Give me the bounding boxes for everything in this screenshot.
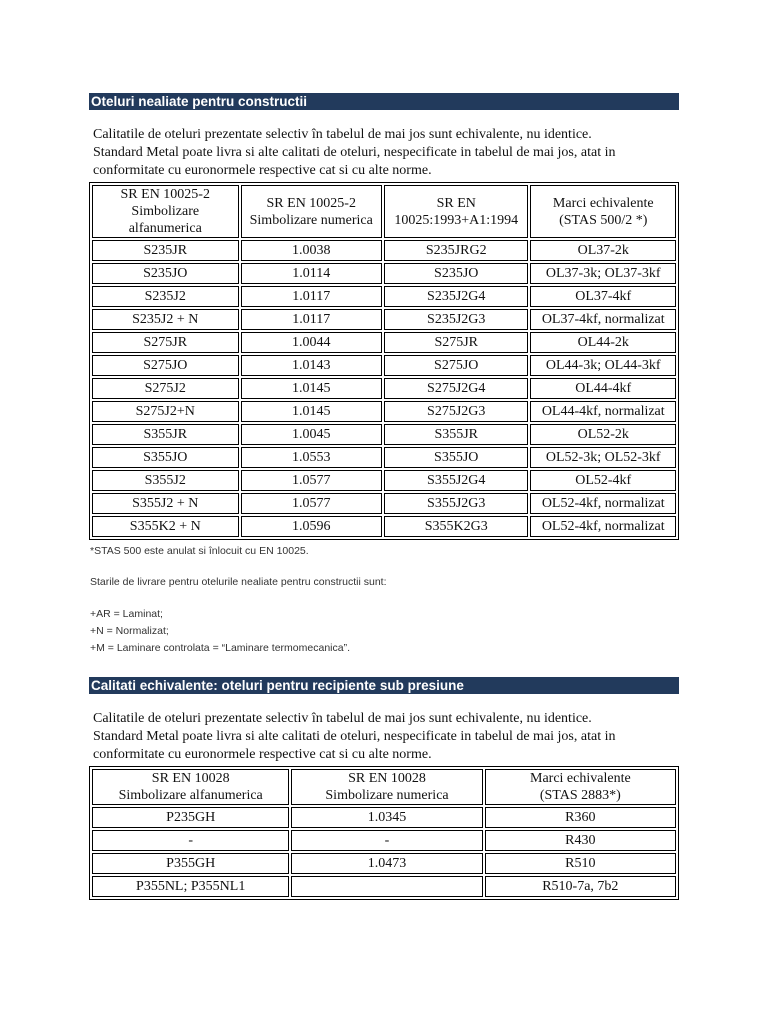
table-row <box>92 309 676 330</box>
table-row <box>92 378 676 399</box>
table-cell: S235JO <box>384 263 529 284</box>
table-cell: 1.0117 <box>241 309 382 330</box>
table-cell: OL52-2k <box>530 424 676 445</box>
table-cell: 1.0145 <box>241 401 382 422</box>
table-cell: S275J2G3 <box>384 401 529 422</box>
table-cell: - <box>291 830 482 851</box>
table-cell: 1.0143 <box>241 355 382 376</box>
table-row <box>92 240 676 261</box>
intro-line: Calitatile de oteluri prezentate selectiv în tabelul de mai jos sunt echivalente, nu identice. <box>93 127 592 142</box>
intro-paragraph-1 <box>93 126 683 180</box>
table-cell: S355JR <box>384 424 529 445</box>
intro-line: Standard Metal poate livra si alte calitati de oteluri, nespecificate in tabelul de mai jos, atat in <box>93 145 616 160</box>
table-cell: S275JR <box>384 332 529 353</box>
table-cell: OL37-4kf, normalizat <box>530 309 676 330</box>
table-cell: 1.0044 <box>241 332 382 353</box>
table-cell: OL44-2k <box>530 332 676 353</box>
table-cell: S275JO <box>92 355 239 376</box>
table-cell: S235J2G3 <box>384 309 529 330</box>
table-cell: OL37-3k; OL37-3kf <box>530 263 676 284</box>
table-cell: P355NL; P355NL1 <box>92 876 289 897</box>
table-cell: S355K2 + N <box>92 516 239 537</box>
table-row <box>92 424 676 445</box>
table-cell: 1.0345 <box>291 807 482 828</box>
table-cell: S355J2G3 <box>384 493 529 514</box>
table-cell: S235J2 + N <box>92 309 239 330</box>
table-cell: OL52-4kf <box>530 470 676 491</box>
header-line: Marci echivalente <box>530 771 631 786</box>
table-cell: S235J2G4 <box>384 286 529 307</box>
header-line: Simbolizare alfanumerica <box>118 788 263 803</box>
header-numerica <box>291 769 482 805</box>
table-cell: S275J2+N <box>92 401 239 422</box>
delivery-state: +M = Laminare controlata = “Laminare termomecanica”. <box>90 642 350 654</box>
table-cell: - <box>92 830 289 851</box>
delivery-state: +N = Normalizat; <box>90 625 169 637</box>
table-row <box>92 493 676 514</box>
table-cell: 1.0114 <box>241 263 382 284</box>
table-cell: S355J2 <box>92 470 239 491</box>
header-line: Simbolizare numerica <box>325 788 449 803</box>
table-cell: 1.0553 <box>241 447 382 468</box>
intro-line: conformitate cu euronormele respective cat si cu alte norme. <box>93 747 432 762</box>
header-marci-echivalente <box>485 769 676 805</box>
table-cell: P235GH <box>92 807 289 828</box>
intro-line: Standard Metal poate livra si alte calitati de oteluri, nespecificate in tabelul de mai jos, atat in <box>93 729 616 744</box>
table-cell: R510-7a, 7b2 <box>485 876 676 897</box>
table-row <box>92 853 676 874</box>
table-cell: S235JR <box>92 240 239 261</box>
table-cell <box>291 876 482 897</box>
table-cell: S275J2G4 <box>384 378 529 399</box>
table-cell: S355J2G4 <box>384 470 529 491</box>
table-header-row <box>92 185 676 238</box>
header-line: (STAS 2883*) <box>539 788 621 803</box>
delivery-intro: Starile de livrare pentru otelurile nealiate pentru constructii sunt: <box>90 576 387 588</box>
table-cell: S355JR <box>92 424 239 445</box>
table-cell: 1.0596 <box>241 516 382 537</box>
table-cell: OL37-2k <box>530 240 676 261</box>
intro-line: Calitatile de oteluri prezentate selectiv în tabelul de mai jos sunt echivalente, nu identice. <box>93 711 592 726</box>
table-cell: OL52-3k; OL52-3kf <box>530 447 676 468</box>
table-cell: S355JO <box>384 447 529 468</box>
section-title-nealiate: Oteluri nealiate pentru constructii <box>89 93 679 110</box>
header-line: SR EN 10028 <box>151 771 230 786</box>
table-cell: S275JR <box>92 332 239 353</box>
table-cell: 1.0473 <box>291 853 482 874</box>
table-cell: P355GH <box>92 853 289 874</box>
section-title-recipiente: Calitati echivalente: oteluri pentru recipiente sub presiune <box>89 677 679 694</box>
table-cell: S355JO <box>92 447 239 468</box>
table-row <box>92 470 676 491</box>
table-cell: 1.0038 <box>241 240 382 261</box>
intro-paragraph-2 <box>93 710 683 764</box>
table-row <box>92 401 676 422</box>
table-cell: S235J2 <box>92 286 239 307</box>
header-marci-echivalente: Marci echivalente (STAS 500/2 *) <box>530 185 676 238</box>
table-row <box>92 355 676 376</box>
pressure-vessel-table <box>89 766 679 900</box>
table-body <box>92 807 676 897</box>
table-cell: 1.0045 <box>241 424 382 445</box>
table-cell: S235JO <box>92 263 239 284</box>
footnote: *STAS 500 este anulat si înlocuit cu EN 10025. <box>90 545 309 557</box>
table-cell: OL44-4kf, normalizat <box>530 401 676 422</box>
table-cell: S275J2 <box>92 378 239 399</box>
table-row <box>92 286 676 307</box>
table-cell: 1.0577 <box>241 470 382 491</box>
table-cell: S355J2 + N <box>92 493 239 514</box>
header-line: SR EN 10028 <box>348 771 426 786</box>
header-alfanumerica: SR EN 10025-2 Simbolizare alfanumerica <box>92 185 239 238</box>
table-row <box>92 263 676 284</box>
table-cell: OL37-4kf <box>530 286 676 307</box>
table-row <box>92 876 676 897</box>
table-row <box>92 332 676 353</box>
header-en-1993: SR EN 10025:1993+A1:1994 <box>384 185 529 238</box>
table-row <box>92 516 676 537</box>
table-cell: S355K2G3 <box>384 516 529 537</box>
intro-line: conformitate cu euronormele respective cat si cu alte norme. <box>93 163 432 178</box>
steel-equivalence-table <box>89 182 679 540</box>
table-header-row <box>92 769 676 805</box>
table-cell: OL52-4kf, normalizat <box>530 493 676 514</box>
delivery-state: +AR = Laminat; <box>90 608 163 620</box>
table-cell: OL44-4kf <box>530 378 676 399</box>
table-row <box>92 807 676 828</box>
table-cell: R510 <box>485 853 676 874</box>
table-cell: R430 <box>485 830 676 851</box>
table-row <box>92 830 676 851</box>
header-numerica: SR EN 10025-2 Simbolizare numerica <box>241 185 382 238</box>
table-cell: S275JO <box>384 355 529 376</box>
table-cell: OL52-4kf, normalizat <box>530 516 676 537</box>
table-row <box>92 447 676 468</box>
table-body <box>92 240 676 537</box>
table-cell: 1.0145 <box>241 378 382 399</box>
table-cell: 1.0117 <box>241 286 382 307</box>
table-cell: 1.0577 <box>241 493 382 514</box>
table-cell: S235JRG2 <box>384 240 529 261</box>
table-cell: OL44-3k; OL44-3kf <box>530 355 676 376</box>
table-cell: R360 <box>485 807 676 828</box>
header-alfanumerica <box>92 769 289 805</box>
